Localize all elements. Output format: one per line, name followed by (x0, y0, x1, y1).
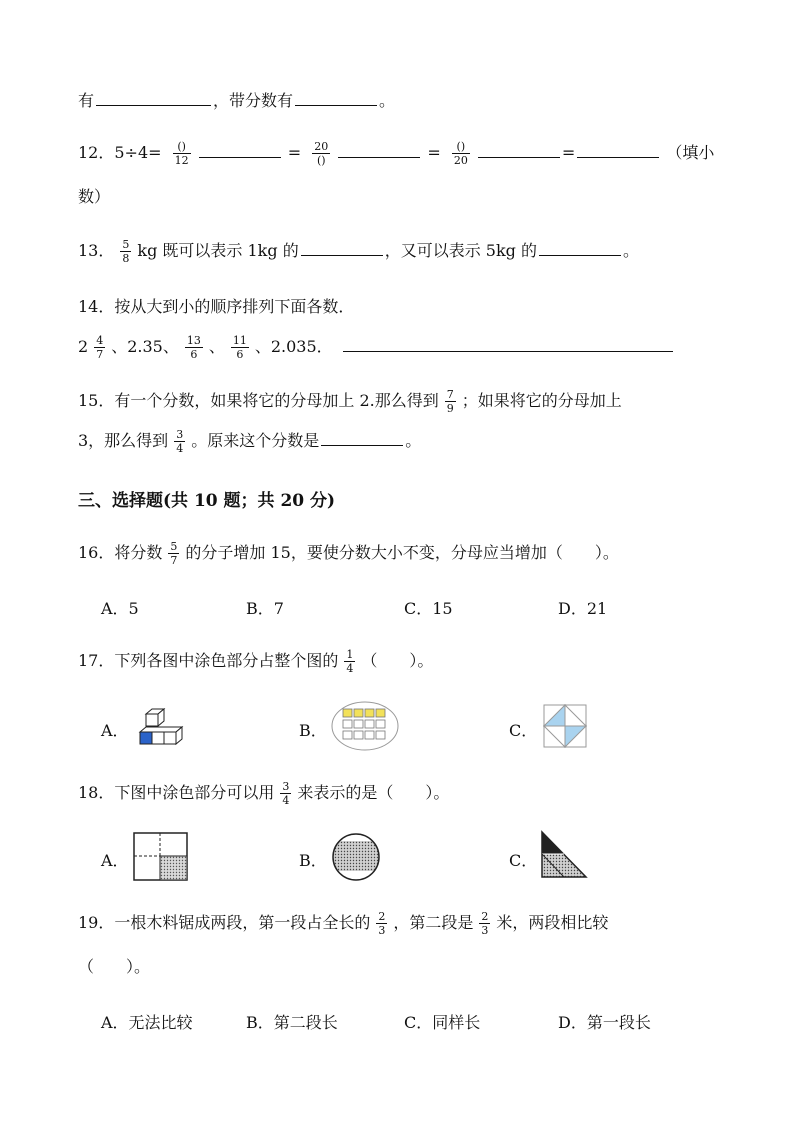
answer-blank[interactable] (301, 254, 383, 256)
question-text: 12．5÷4= (78, 143, 162, 162)
question-text: 来表示的是（ ）。 (297, 783, 450, 802)
fraction: $\frac{1}{4}$ (346, 648, 354, 675)
question-text: 16．将分数 (78, 543, 163, 562)
option-a-label[interactable]: A． (101, 851, 129, 870)
fraction: $\frac{3}{4}$ (282, 780, 290, 807)
question-text: 13． (78, 241, 115, 260)
question-text: 18．下图中涂色部分可以用 (78, 783, 275, 802)
answer-blank[interactable] (199, 156, 281, 158)
question-text: 。 (623, 241, 640, 260)
answer-blank[interactable] (343, 350, 673, 352)
fraction: $\frac{()}{20}$ (453, 140, 468, 167)
option-d[interactable]: D．21 (558, 599, 608, 618)
square-triangles-figure (543, 704, 587, 748)
fraction: $\frac{2}{3}$ (378, 910, 386, 937)
fraction: $\frac{20}{()}$ (314, 140, 329, 167)
fraction: $\frac{5}{7}$ (170, 540, 178, 567)
answer-blank[interactable] (338, 156, 420, 158)
oval-grid-figure (331, 701, 399, 751)
triangle-figure (540, 830, 588, 880)
question-text: ，第二段是 (393, 913, 474, 932)
question-text: 数） (78, 187, 111, 206)
line-top (78, 88, 395, 111)
question-15-line1 (78, 388, 622, 415)
text: 有 (78, 91, 95, 110)
question-text: 的分子增加 15，要使分数大小不变，分母应当增加（ ）。 (185, 543, 619, 562)
fraction: $\frac{7}{9}$ (446, 388, 454, 415)
answer-blank[interactable] (577, 156, 659, 158)
question-text: 3，那么得到 (78, 431, 169, 450)
option-c[interactable]: C．15 (404, 599, 453, 618)
answer-blank[interactable] (295, 104, 377, 106)
question-15-line2 (78, 428, 421, 455)
equals-sign: = (287, 143, 302, 162)
equals-sign: = (561, 143, 576, 162)
fraction: $\frac{4}{7}$ (96, 334, 104, 361)
question-18 (78, 780, 449, 807)
question-text: 。原来这个分数是 (191, 431, 320, 450)
fraction: $\frac{2}{3}$ (481, 910, 489, 937)
answer-blank[interactable] (321, 444, 403, 446)
number: 2 (78, 337, 89, 356)
section-heading: 三、选择题(共 10 题；共 20 分) (78, 491, 336, 511)
fraction: $\frac{13}{6}$ (186, 334, 201, 361)
option-a[interactable]: A．无法比较 (101, 1013, 193, 1032)
option-b[interactable]: B．第二段长 (246, 1013, 338, 1032)
option-a-label[interactable]: A． (101, 721, 129, 740)
option-c[interactable]: C．同样长 (404, 1013, 481, 1032)
square-quarter-figure (133, 832, 189, 882)
option-b[interactable]: B．7 (246, 599, 284, 618)
option-c-label[interactable]: C． (509, 721, 538, 740)
equals-sign: = (427, 143, 441, 162)
answer-blank[interactable] (478, 156, 560, 158)
answer-blank[interactable] (539, 254, 621, 256)
question-text: kg 既可以表示 1kg 的 (137, 241, 299, 260)
separator: 、2.35、 (111, 337, 179, 356)
fraction: $\frac{3}{4}$ (176, 428, 184, 455)
question-17 (78, 648, 433, 675)
circle-band-figure (331, 832, 381, 882)
question-text: （ ）。 (361, 651, 434, 670)
fraction: $\frac{()}{12}$ (174, 140, 189, 167)
fraction: $\frac{5}{8}$ (122, 238, 130, 265)
question-text: ；如果将它的分母加上 (461, 391, 622, 410)
separator: 、2.035． (254, 337, 333, 356)
fraction: $\frac{11}{6}$ (232, 334, 247, 361)
option-b-label[interactable]: B． (299, 851, 327, 870)
option-d[interactable]: D．第一段长 (558, 1013, 651, 1032)
question-text: 15．有一个分数，如果将它的分母加上 2.那么得到 (78, 391, 439, 410)
question-text: （填小 (666, 143, 715, 162)
option-a[interactable]: A．5 (101, 599, 139, 618)
question-14-numbers (78, 334, 675, 361)
option-b-label[interactable]: B． (299, 721, 327, 740)
text: ，带分数有 (213, 91, 294, 110)
question-16 (78, 540, 619, 567)
cubes-figure (136, 708, 192, 746)
question-text: ，又可以表示 5kg 的 (384, 241, 537, 260)
question-text: 。 (405, 431, 422, 450)
question-14-text: 14．按从大到小的顺序排列下面各数． (78, 297, 355, 316)
answer-blank[interactable] (96, 104, 211, 106)
question-19 (78, 910, 608, 937)
question-12 (78, 140, 714, 167)
question-text: 17．下列各图中涂色部分占整个图的 (78, 651, 339, 670)
option-c-label[interactable]: C． (509, 851, 538, 870)
question-13 (78, 238, 639, 265)
question-text: 19．一根木料锯成两段，第一段占全长的 (78, 913, 371, 932)
separator: 、 (208, 337, 225, 356)
question-text: 米，两段相比较 (496, 913, 609, 932)
text: 。 (379, 91, 396, 110)
question-text: （ ）。 (78, 957, 151, 976)
